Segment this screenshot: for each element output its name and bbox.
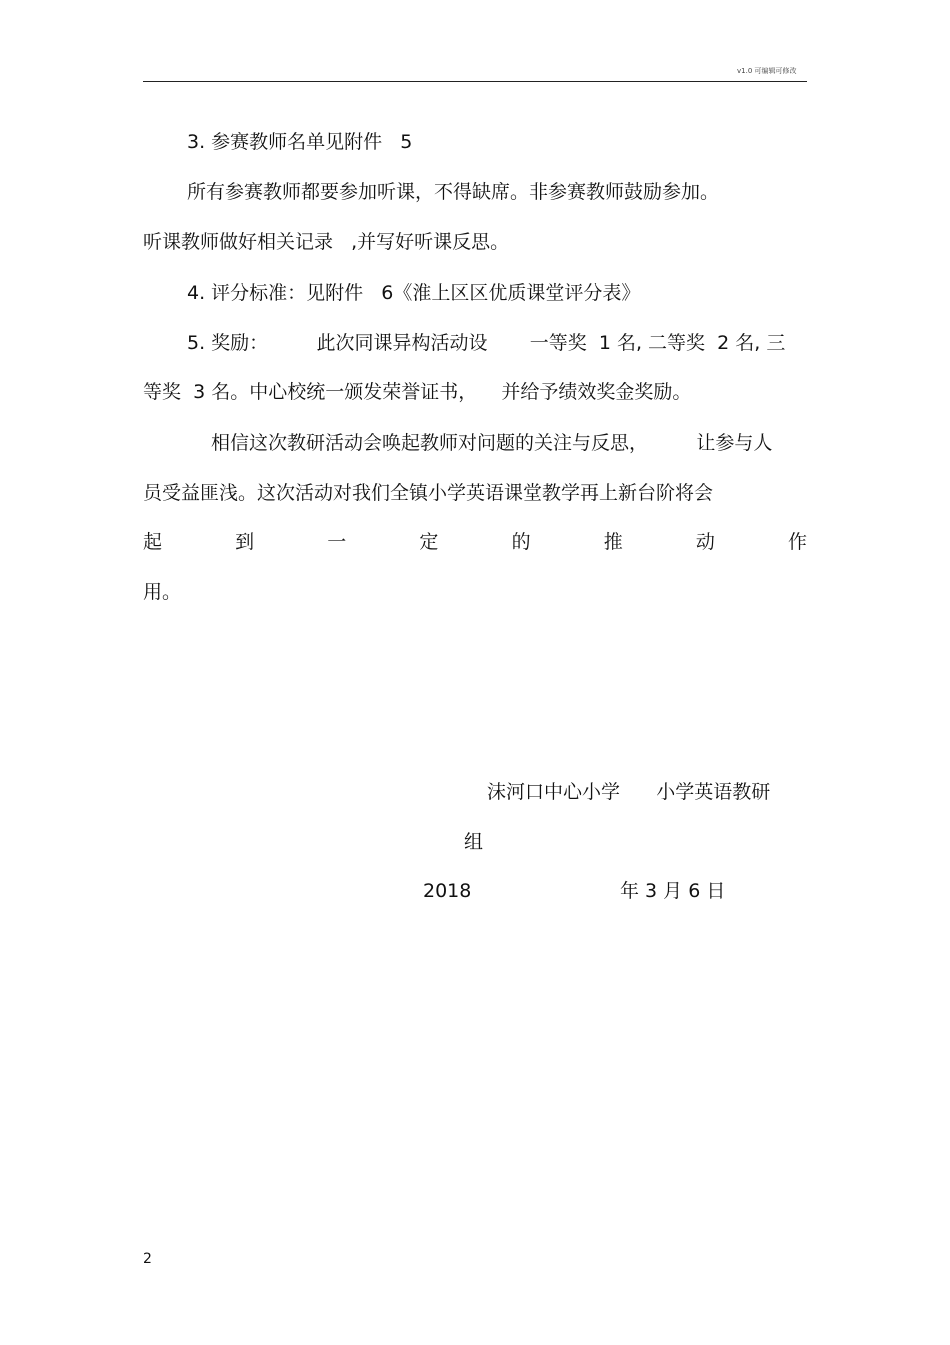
spread-char: 起 (143, 531, 163, 553)
version-note: v1.0 可编辑可修改 (737, 67, 797, 75)
attendance-line-1: 所有参赛教师都要参加听课，不得缺席。非参赛教师鼓励参加。 (187, 181, 720, 203)
spread-char: 推 (603, 531, 623, 553)
item-3-participants: 3. 参赛教师名单见附件 5 (187, 131, 413, 153)
spread-char: 到 (235, 531, 255, 553)
signature-org-line-1: 沫河口中心小学 小学英语教研 (487, 781, 771, 803)
spread-char: 作 (787, 531, 807, 553)
closing-line-4: 用。 (143, 581, 182, 603)
signature-date: 年 3 月 6 日 (620, 880, 726, 902)
item-4-scoring: 4. 评分标准：见附件 6《淮上区区优质课堂评分表》 (187, 282, 641, 304)
signature-org-line-2: 组 (464, 831, 484, 853)
spread-char: 动 (695, 531, 715, 553)
header-rule (143, 81, 807, 82)
spread-char: 一 (327, 531, 347, 553)
spread-char: 定 (419, 531, 439, 553)
spread-char: 的 (511, 531, 531, 553)
closing-line-3 (143, 530, 807, 554)
page-number: 2 (143, 1251, 152, 1267)
item-5-awards-line-1: 5. 奖励： 此次同课异构活动设 一等奖 1 名, 二等奖 2 名, 三 (187, 332, 786, 354)
closing-line-2: 员受益匪浅。这次活动对我们全镇小学英语课堂教学再上新台阶将会 (143, 482, 714, 504)
attendance-line-2: 听课教师做好相关记录 ,并写好听课反思。 (143, 231, 510, 253)
item-5-awards-line-2: 等奖 3 名。中心校统一颁发荣誉证书， 并给予绩效奖金奖励。 (143, 381, 692, 403)
closing-line-1: 相信这次教研活动会唤起教师对问题的关注与反思， 让参与人 (211, 432, 773, 454)
signature-year: 2018 (423, 880, 472, 902)
